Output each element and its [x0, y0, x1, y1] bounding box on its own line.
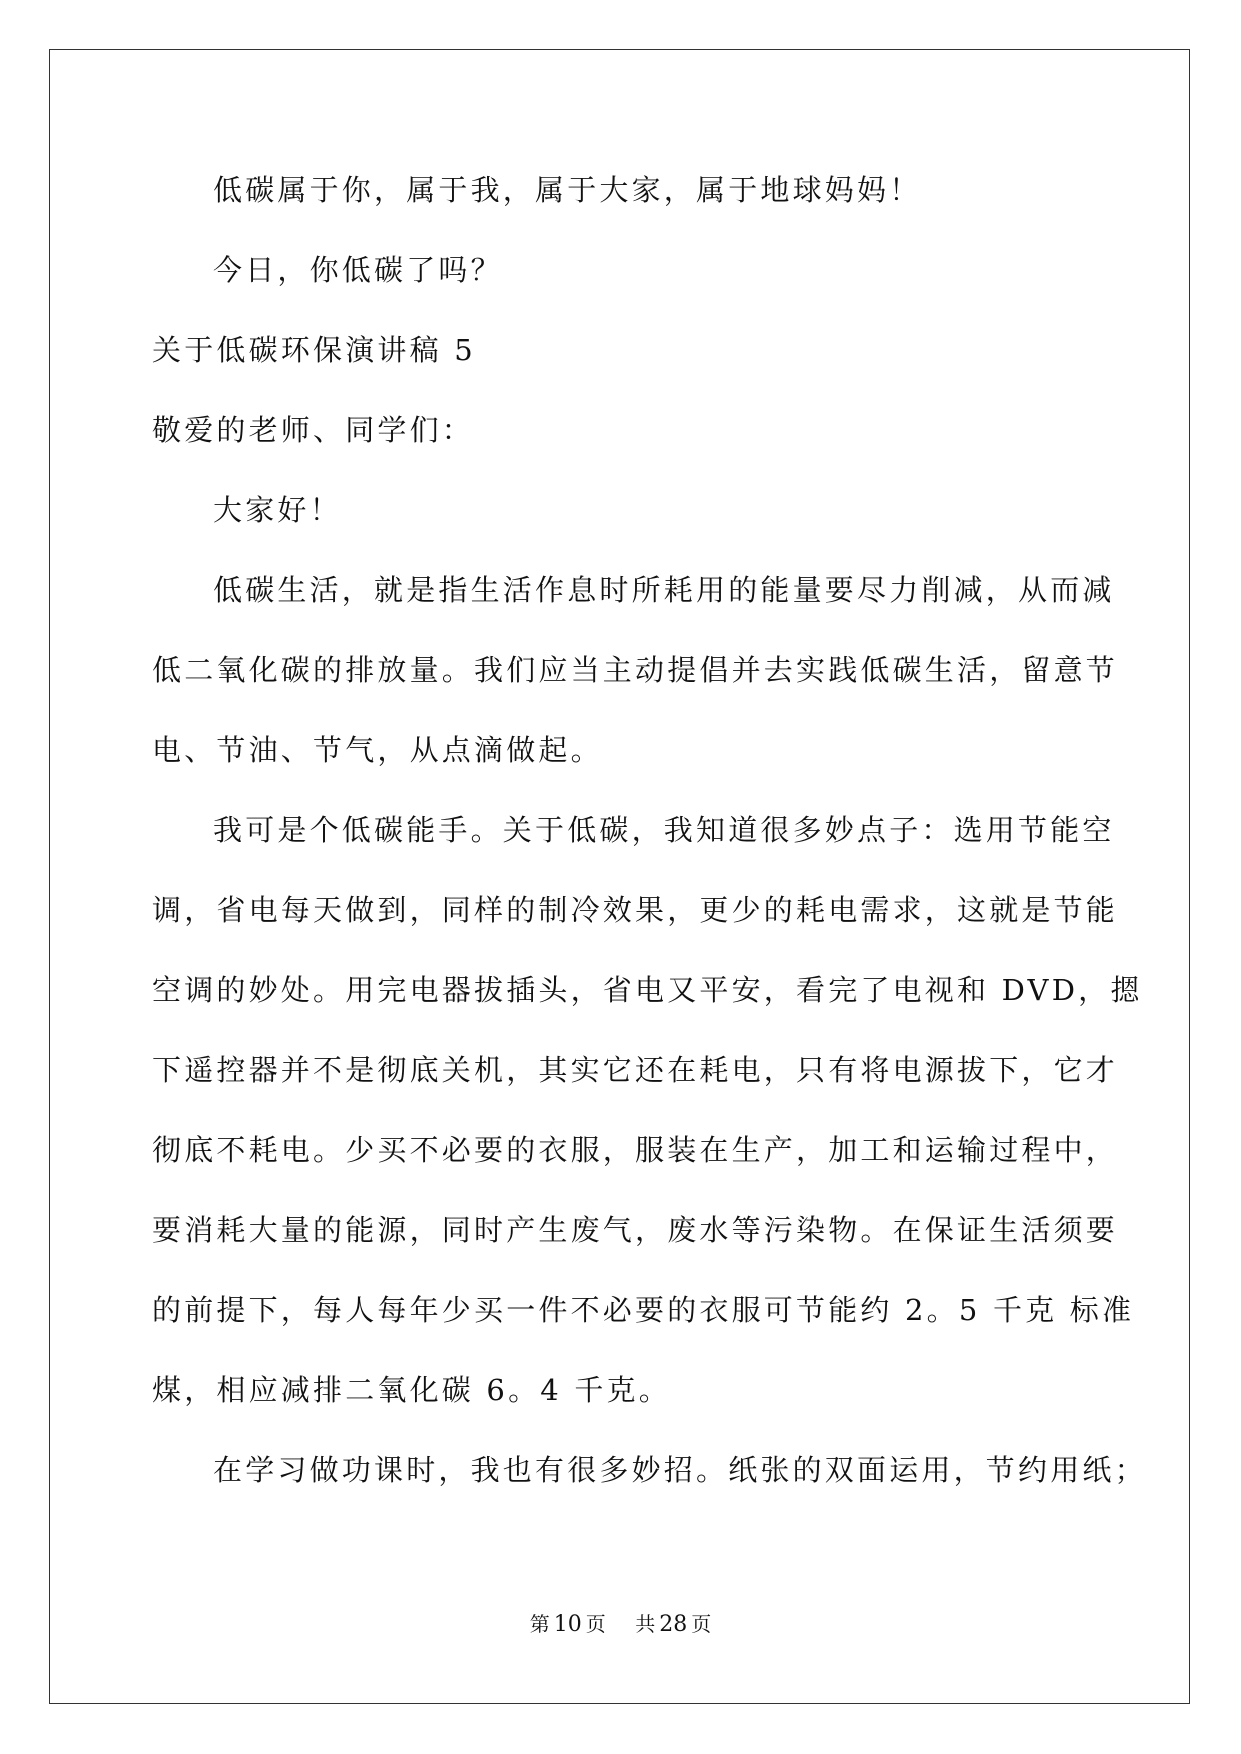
page-footer — [0, 1612, 1241, 1637]
total-page-number: 28 — [659, 1612, 688, 1637]
text-line: 的前提下，每人每年少买一件不必要的衣服可节能约 2。5 千克 标准 — [152, 1293, 1135, 1327]
text-line: 彻底不耗电。少买不必要的衣服，服装在生产，加工和运输过程中， — [152, 1133, 1119, 1167]
text-line: 煤，相应减排二氧化碳 6。4 千克。 — [152, 1373, 671, 1407]
text-line: 电、节油、节气，从点滴做起。 — [152, 733, 603, 767]
text-line: 低碳属于你，属于我，属于大家，属于地球妈妈！ — [213, 173, 922, 207]
current-page-number: 10 — [553, 1612, 582, 1637]
text-line: 低二氧化碳的排放量。我们应当主动提倡并去实践低碳生活，留意节 — [152, 653, 1119, 687]
footer-page-word: 页 — [585, 1612, 606, 1636]
text-line: 低碳生活，就是指生活作息时所耗用的能量要尽力削减，从而减 — [213, 573, 1115, 607]
section-heading: 关于低碳环保演讲稿 5 — [152, 333, 476, 367]
text-line: 在学习做功课时，我也有很多妙招。纸张的双面运用，节约用纸； — [213, 1453, 1147, 1487]
salutation: 敬爱的老师、同学们： — [152, 413, 475, 447]
text-line: 今日，你低碳了吗？ — [213, 253, 503, 287]
text-line: 下遥控器并不是彻底关机，其实它还在耗电，只有将电源拔下，它才 — [152, 1053, 1119, 1087]
footer-total-suffix: 页 — [691, 1612, 712, 1636]
text-line: 我可是个低碳能手。关于低碳，我知道很多妙点子：选用节能空 — [213, 813, 1115, 847]
footer-prefix: 第 — [529, 1612, 550, 1636]
text-line: 要消耗大量的能源，同时产生废气，废水等污染物。在保证生活须要 — [152, 1213, 1119, 1247]
text-line: 调，省电每天做到，同样的制冷效果，更少的耗电需求，这就是节能 — [152, 893, 1119, 927]
greeting: 大家好！ — [213, 493, 342, 527]
text-line: 空调的妙处。用完电器拔插头，省电又平安，看完了电视和 DVD，摁 — [152, 973, 1143, 1007]
footer-total-prefix: 共 — [635, 1612, 656, 1636]
